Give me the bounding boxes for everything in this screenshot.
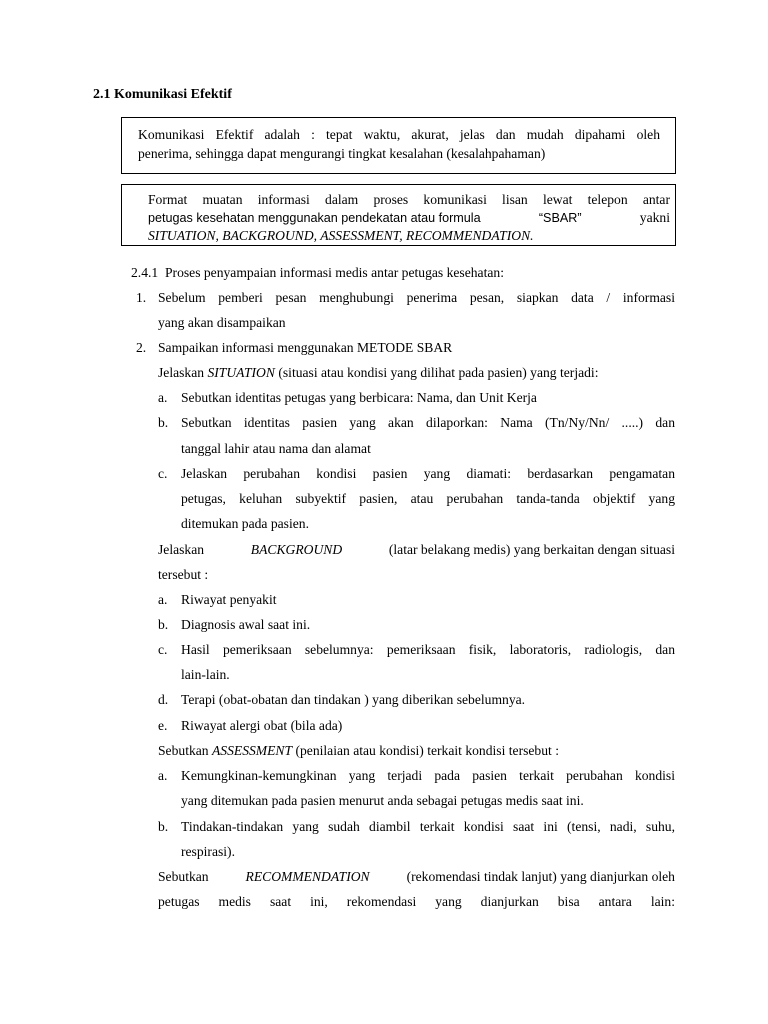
subsection-number: 2.4.1 [131, 265, 159, 280]
assessment-intro-pre: Sebutkan [158, 743, 209, 758]
situation-c-line-3: ditemukan pada pasien. [181, 516, 309, 531]
assessment-a-line-1: Kemungkinan-kemungkinan yang terjadi pada pasien terkait perubahan kondisi [181, 768, 675, 783]
situation-intro-post: (situasi atau kondisi yang dilihat pada pasien) yang terjadi: [278, 365, 599, 380]
definition-line-2: penerima, sehingga dapat mengurangi tingkat kesalahan (kesalahpahaman) [138, 146, 546, 161]
situation-c-line-1: Jelaskan perubahan kondisi pasien yang diamati: berdasarkan pengamatan [181, 466, 675, 481]
recommendation-intro-pre: Sebutkan [158, 869, 209, 884]
situation-b-line-2: tanggal lahir atau nama dan alamat [181, 441, 371, 456]
item-2-marker: 2. [136, 340, 147, 355]
background-b: Diagnosis awal saat ini. [181, 617, 311, 632]
sbar-line-1: Format muatan informasi dalam proses komunikasi lisan lewat telepon antar [148, 192, 670, 207]
background-e-marker: e. [158, 718, 168, 733]
background-c-marker: c. [158, 642, 168, 657]
recommendation-intro [158, 868, 675, 886]
background-intro [158, 541, 675, 559]
definition-text [138, 126, 660, 163]
subsection-title [131, 264, 504, 282]
assessment-a-marker: a. [158, 768, 168, 783]
item-2-text: Sampaikan informasi menggunakan METODE SBAR [158, 340, 453, 355]
definition-line-1: Komunikasi Efektif adalah : tepat waktu, akurat, jelas dan mudah dipahami oleh [138, 127, 660, 142]
sbar-line-2-text: petugas kesehatan menggunakan pendekatan atau formula [148, 211, 481, 225]
sbar-line-2 [148, 209, 670, 227]
situation-intro-pre: Jelaskan [158, 365, 205, 380]
recommendation-intro-line-2: petugas medis saat ini, rekomendasi yang dianjurkan bisa antara lain: [158, 894, 675, 909]
background-e: Riwayat alergi obat (bila ada) [181, 718, 343, 733]
background-b-marker: b. [158, 617, 169, 632]
background-term: BACKGROUND [250, 542, 343, 557]
background-d-marker: d. [158, 692, 169, 707]
situation-c-line-2: petugas, keluhan subyektif pasien, atau perubahan tanda-tanda objektif yang [181, 491, 675, 506]
sbar-format-box [121, 184, 676, 246]
background-intro-line-2: tersebut : [158, 567, 209, 582]
assessment-intro [158, 742, 559, 760]
background-c-line-1: Hasil pemeriksaan sebelumnya: pemeriksaan fisik, laboratoris, radiologis, dan [181, 642, 675, 657]
recommendation-term: RECOMMENDATION [245, 869, 370, 884]
item-1-line-2: yang akan disampaikan [158, 315, 286, 330]
assessment-a-line-2: yang ditemukan pada pasien menurut anda sebagai petugas medis saat ini. [181, 793, 584, 808]
situation-b-marker: b. [158, 415, 169, 430]
definition-box [121, 117, 676, 174]
recommendation-intro-post: (rekomendasi tindak lanjut) yang dianjurkan oleh [406, 869, 675, 884]
subsection-text: Proses penyampaian informasi medis antar petugas kesehatan: [164, 265, 504, 280]
section-heading: 2.1 Komunikasi Efektif [93, 87, 232, 102]
background-intro-pre: Jelaskan [158, 542, 205, 557]
background-a: Riwayat penyakit [181, 592, 277, 607]
background-a-marker: a. [158, 592, 168, 607]
sbar-acronym: “SBAR” [538, 211, 582, 225]
sbar-line-3: SITUATION, BACKGROUND, ASSESSMENT, RECOMMENDATION. [148, 228, 534, 243]
background-intro-post: (latar belakang medis) yang berkaitan dengan situasi [388, 542, 675, 557]
situation-a-marker: a. [158, 390, 168, 405]
situation-b-line-1: Sebutkan identitas pasien yang akan dilaporkan: Nama (Tn/Ny/Nn/ .....) dan [181, 415, 675, 430]
sbar-line-2-end: yakni [639, 210, 670, 225]
background-d: Terapi (obat-obatan dan tindakan ) yang diberikan sebelumnya. [181, 692, 526, 707]
situation-term: SITUATION [207, 365, 275, 380]
assessment-intro-post: (penilaian atau kondisi) terkait kondisi tersebut : [295, 743, 559, 758]
situation-c-marker: c. [158, 466, 168, 481]
situation-a: Sebutkan identitas petugas yang berbicara: Nama, dan Unit Kerja [181, 390, 537, 405]
situation-intro [158, 364, 598, 382]
assessment-b-line-2: respirasi). [181, 844, 235, 859]
assessment-b-line-1: Tindakan-tindakan yang sudah diambil terkait kondisi saat ini (tensi, nadi, suhu, [181, 819, 675, 834]
background-c-line-2: lain-lain. [181, 667, 230, 682]
item-1-marker: 1. [136, 290, 147, 305]
assessment-b-marker: b. [158, 819, 169, 834]
sbar-format-text [148, 191, 670, 245]
assessment-term: ASSESSMENT [212, 743, 293, 758]
item-1-line-1: Sebelum pemberi pesan menghubungi penerima pesan, siapkan data / informasi [158, 290, 675, 305]
